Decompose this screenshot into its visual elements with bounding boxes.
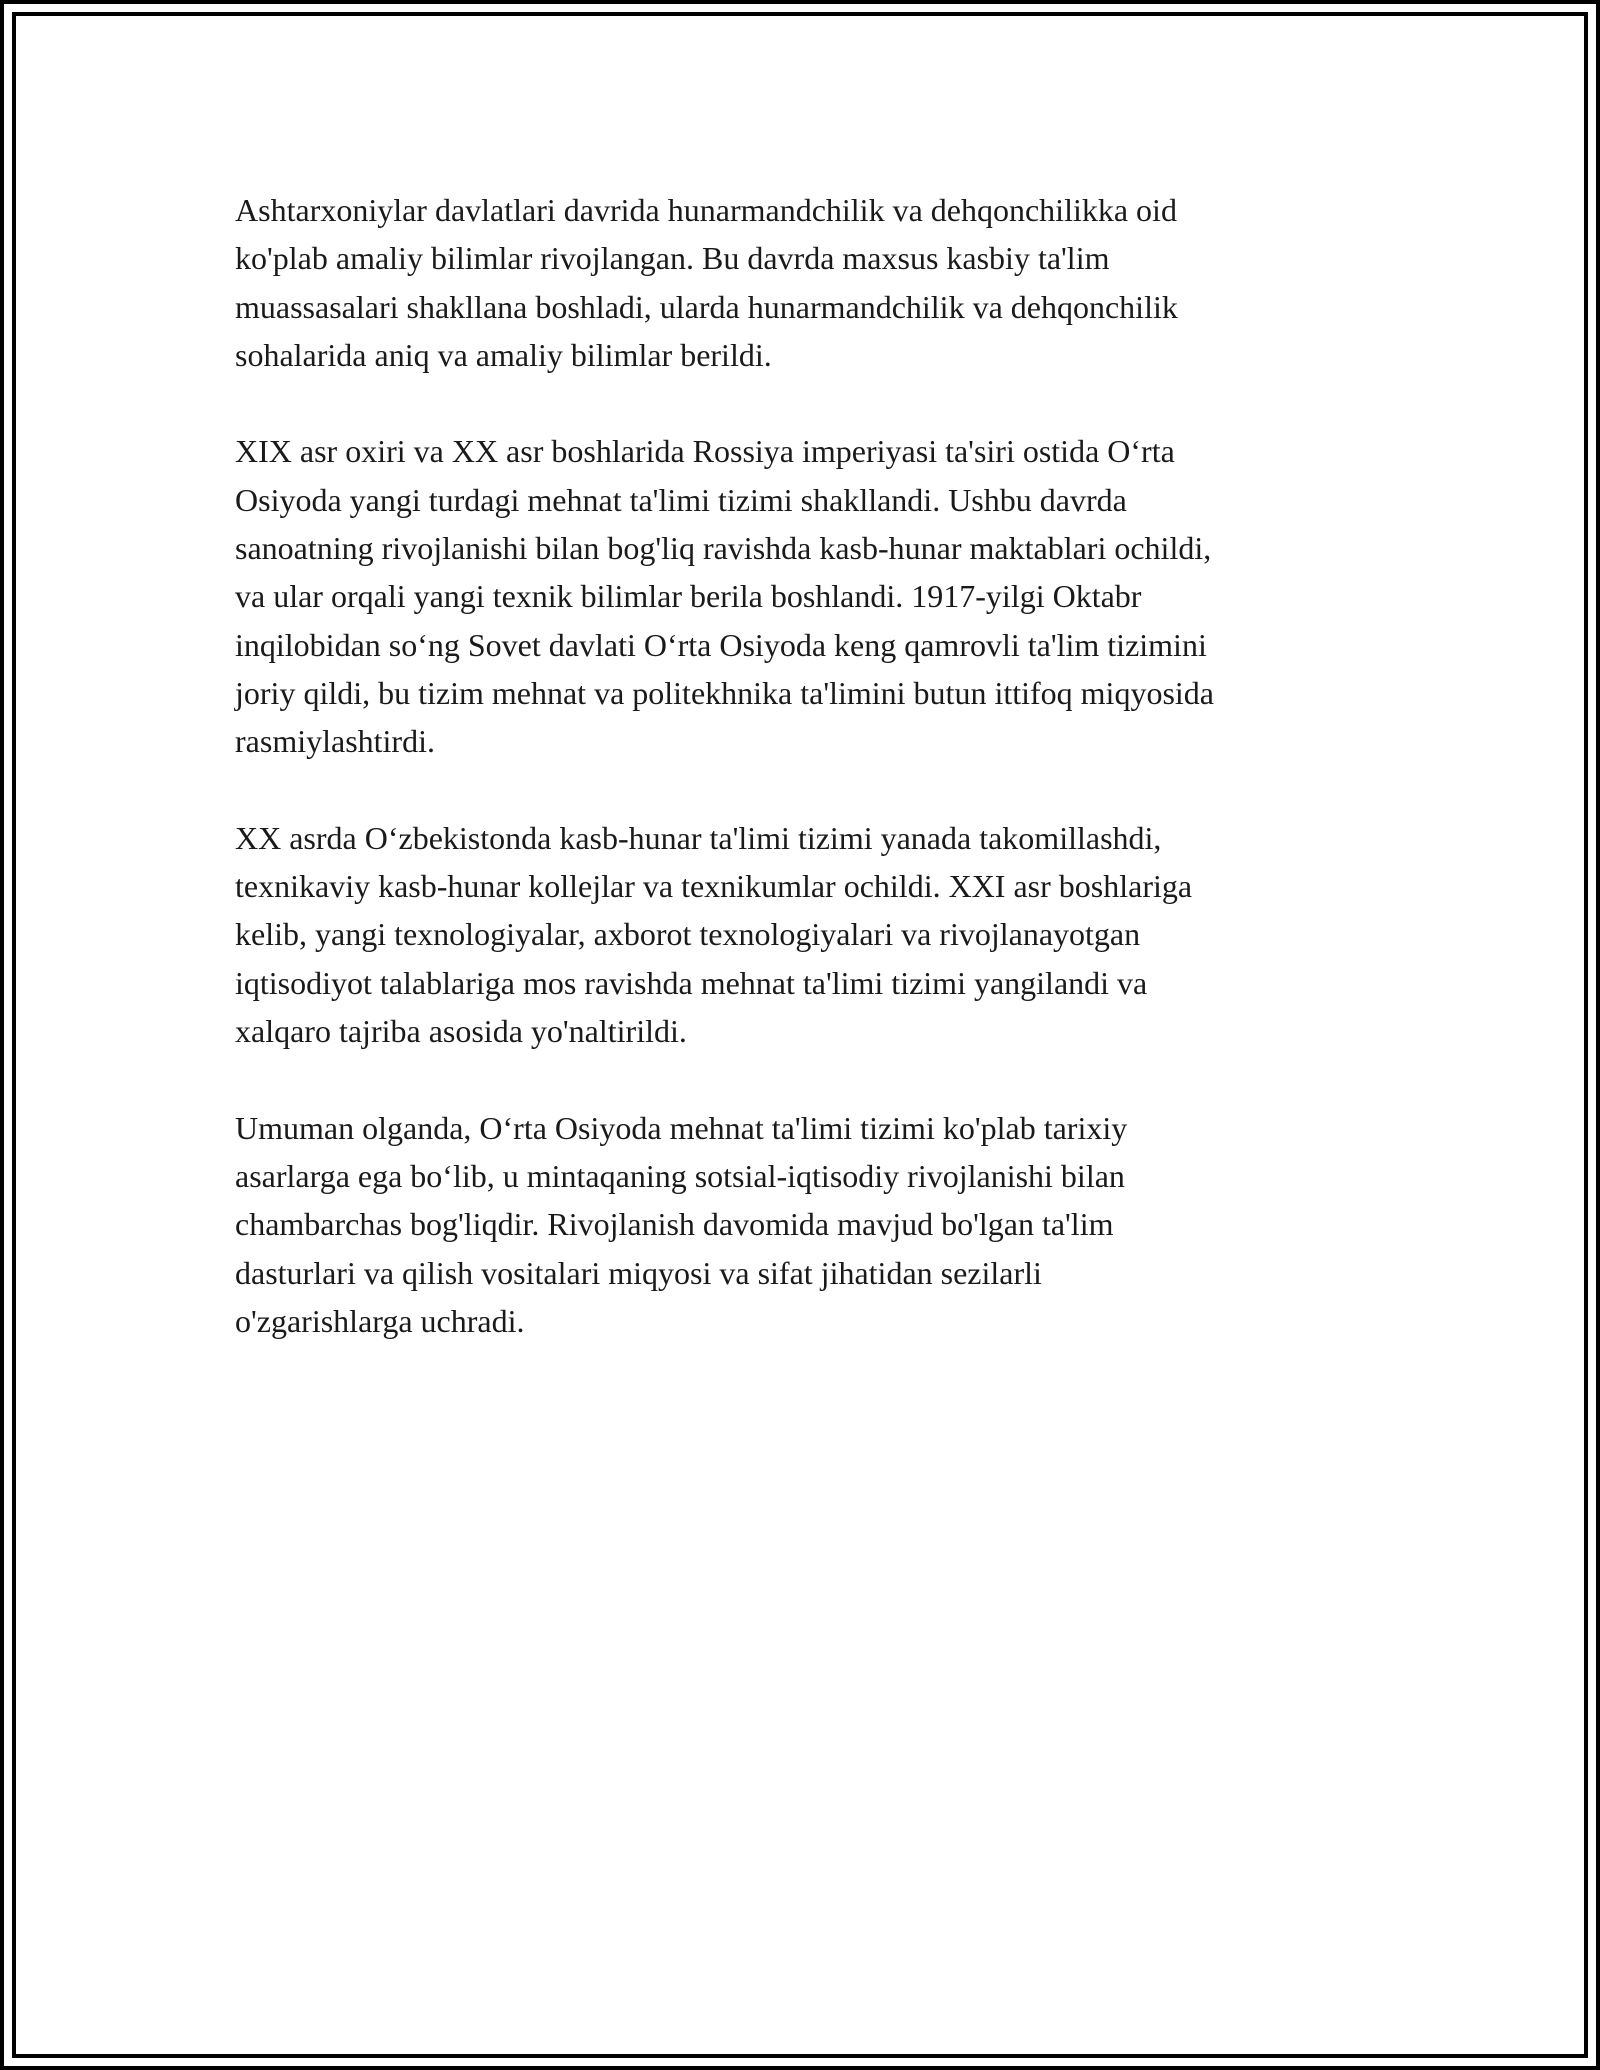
text-line: Osiyoda yangi turdagi mehnat ta'limi tizimi shakllandi. Ushbu davrda [235,481,1127,518]
text-line: Umuman olganda, Oʻrta Osiyoda mehnat ta'limi tizimi ko'plab tarixiy [235,1109,1128,1146]
text-line: o'zgarishlarga uchradi. [235,1302,525,1339]
text-line: sanoatning rivojlanishi bilan bog'liq ravishda kasb-hunar maktablari ochildi, [235,530,1212,567]
text-line: XX asrda Oʻzbekistonda kasb-hunar ta'limi tizimi yanada takomillashdi, [235,819,1162,856]
text-line: Ashtarxoniylar davlatlari davrida hunarmandchilik va dehqonchilikka oid [235,192,1177,228]
text-line: texnikaviy kasb-hunar kollejlar va texnikumlar ochildi. XXI asr boshlariga [235,868,1193,905]
text-line: kelib, yangi texnologiyalar, axborot texnologiyalari va rivojlanayotgan [235,916,1141,953]
paragraph-3 [235,814,1365,1055]
text-line: joriy qildi, bu tizim mehnat va politekhnika ta'limini butun ittifoq miqyosida [235,674,1214,711]
text-line: chambarchas bog'liqdir. Rivojlanish davomida mavjud bo'lgan ta'lim [235,1206,1114,1243]
document-body [235,186,1365,1393]
text-line: dasturlari va qilish vositalari miqyosi va sifat jihatidan sezilarli [235,1254,1042,1291]
text-line: muassasalari shakllana boshladi, ularda hunarmandchilik va dehqonchilik [235,288,1178,325]
text-line: inqilobidan soʻng Sovet davlati Oʻrta Osiyoda keng qamrovli ta'lim tizimini [235,626,1207,663]
text-line: va ular orqali yangi texnik bilimlar berila boshlandi. 1917-yilgi Oktabr [235,578,1142,615]
text-line: sohalarida aniq va amaliy bilimlar berildi. [235,336,772,373]
text-line: xalqaro tajriba asosida yo'naltirildi. [235,1013,687,1050]
text-line: rasmiylashtirdi. [235,723,435,760]
text-line: ko'plab amaliy bilimlar rivojlangan. Bu davrda maxsus kasbiy ta'lim [235,240,1110,277]
paragraph-2 [235,427,1365,765]
text-line: iqtisodiyot talablariga mos ravishda mehnat ta'limi tizimi yangilandi va [235,964,1148,1001]
paragraph-1 [235,186,1365,379]
text-line: XIX asr oxiri va XX asr boshlarida Rossiya imperiyasi ta'siri ostida Oʻrta [235,433,1175,470]
paragraph-4 [235,1104,1365,1345]
text-line: asarlarga ega boʻlib, u mintaqaning sotsial-iqtisodiy rivojlanishi bilan [235,1157,1125,1194]
